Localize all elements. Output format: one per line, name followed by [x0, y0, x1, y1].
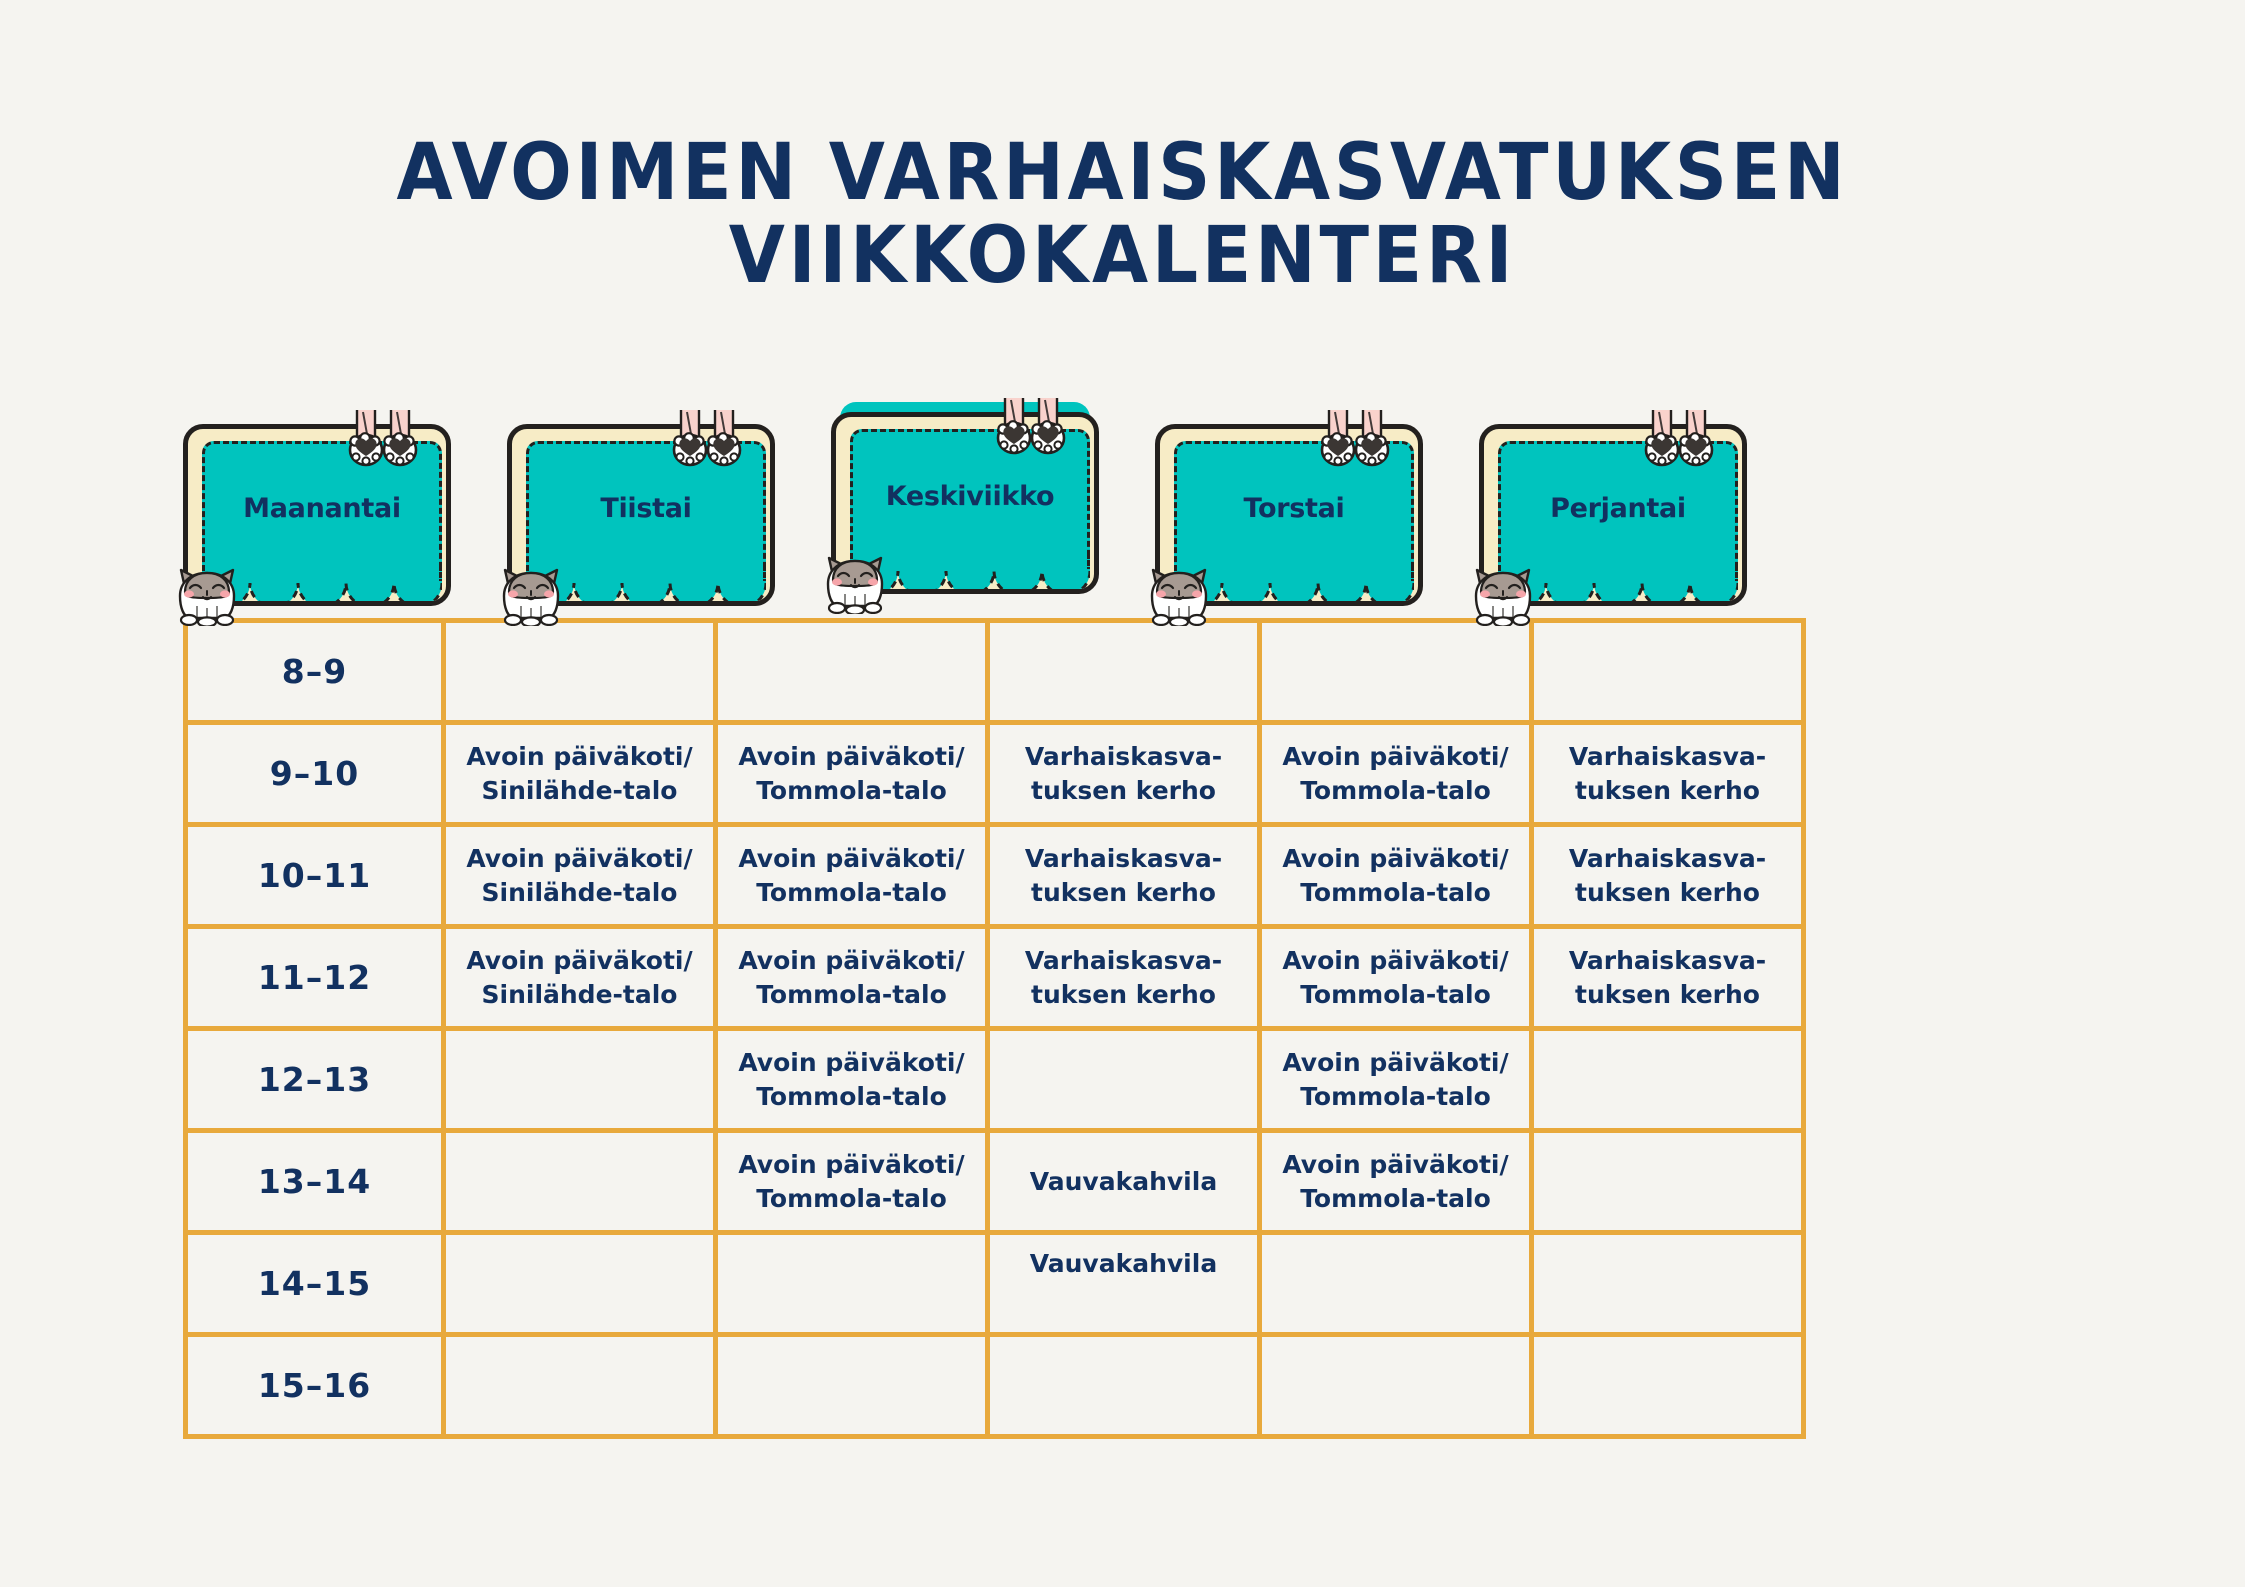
schedule-cell: Avoin päiväkoti/ Sinilähde-talo	[444, 723, 716, 825]
cat-peeking-icon	[177, 562, 237, 626]
page-title-line-1: AVOIMEN VARHAISKASVATUKSEN	[396, 128, 1849, 218]
day-name-label: Maanantai	[243, 493, 401, 524]
schedule-cell: Avoin päiväkoti/ Sinilähde-talo	[444, 927, 716, 1029]
scalloped-edge-icon	[1174, 581, 1414, 606]
schedule-row	[186, 723, 1804, 825]
time-slot-label: 9–10	[186, 723, 444, 825]
cat-peeking-icon-svg	[177, 562, 237, 626]
schedule-cell: Varhaiskasva- tuksen kerho	[1532, 723, 1804, 825]
day-name-label: Perjantai	[1550, 493, 1686, 524]
time-slot-label: 14–15	[186, 1233, 444, 1335]
cat-paws-icon	[345, 410, 423, 478]
cat-paws-icon-svg	[993, 398, 1071, 466]
cat-paws-icon-svg	[1641, 410, 1719, 478]
schedule-cell: Avoin päiväkoti/ Sinilähde-talo	[444, 825, 716, 927]
schedule-cell	[1532, 1029, 1804, 1131]
schedule-cell: Avoin päiväkoti/ Tommola-talo	[716, 927, 988, 1029]
cat-paws-icon-svg	[345, 410, 423, 478]
schedule-cell	[444, 1335, 716, 1437]
schedule-cell	[716, 1233, 988, 1335]
schedule-cell: Avoin päiväkoti/ Tommola-talo	[716, 1131, 988, 1233]
cat-peeking-icon-svg	[1149, 562, 1209, 626]
schedule-cell	[1532, 1131, 1804, 1233]
scalloped-edge-icon	[1498, 581, 1738, 606]
schedule-row	[186, 1131, 1804, 1233]
schedule-cell	[988, 1029, 1260, 1131]
schedule-cell	[444, 1131, 716, 1233]
day-header-card-torstai	[1155, 414, 1423, 606]
time-slot-label: 8–9	[186, 621, 444, 723]
time-slot-label: 10–11	[186, 825, 444, 927]
schedule-cell: Avoin päiväkoti/ Tommola-talo	[716, 723, 988, 825]
day-header-card-perjantai	[1479, 414, 1747, 606]
cat-paws-icon	[1317, 410, 1395, 478]
schedule-cell: Varhaiskasva- tuksen kerho	[988, 723, 1260, 825]
cat-peeking-icon-svg	[501, 562, 561, 626]
schedule-cell: Avoin päiväkoti/ Tommola-talo	[716, 1029, 988, 1131]
schedule-cell	[444, 1233, 716, 1335]
schedule-cell	[444, 1029, 716, 1131]
schedule-row	[186, 1233, 1804, 1335]
cat-peeking-icon	[1149, 562, 1209, 626]
cat-paws-icon	[1641, 410, 1719, 478]
day-name-label: Keskiviikko	[885, 481, 1055, 512]
schedule-cell	[716, 621, 988, 723]
cat-paws-icon	[669, 410, 747, 478]
day-header-card-maanantai	[183, 414, 451, 606]
page-title-line-2: VIIKKOKALENTERI	[728, 211, 1517, 302]
page-title	[79, 128, 2167, 302]
time-slot-label: 12–13	[186, 1029, 444, 1131]
schedule-cell	[1532, 1335, 1804, 1437]
day-name-label: Tiistai	[600, 493, 692, 524]
schedule-cell: Avoin päiväkoti/ Tommola-talo	[1260, 723, 1532, 825]
schedule-cell: Vauvakahvila	[988, 1233, 1260, 1335]
time-slot-label: 15–16	[186, 1335, 444, 1437]
schedule-cell: Avoin päiväkoti/ Tommola-talo	[1260, 825, 1532, 927]
schedule-row	[186, 927, 1804, 1029]
schedule-cell: Vauvakahvila	[988, 1131, 1260, 1233]
schedule-cell: Varhaiskasva- tuksen kerho	[988, 825, 1260, 927]
schedule-body	[186, 621, 1804, 1437]
schedule-cell: Varhaiskasva- tuksen kerho	[988, 927, 1260, 1029]
schedule-cell	[444, 621, 716, 723]
schedule-cell	[1532, 621, 1804, 723]
schedule-cell: Varhaiskasva- tuksen kerho	[1532, 927, 1804, 1029]
schedule-cell	[988, 1335, 1260, 1437]
time-slot-label: 13–14	[186, 1131, 444, 1233]
day-header-cards	[183, 402, 1803, 632]
schedule-cell: Avoin päiväkoti/ Tommola-talo	[1260, 927, 1532, 1029]
time-slot-label: 11–12	[186, 927, 444, 1029]
cat-paws-icon-svg	[1317, 410, 1395, 478]
day-name-label: Torstai	[1243, 493, 1345, 524]
schedule-cell: Avoin päiväkoti/ Tommola-talo	[1260, 1131, 1532, 1233]
schedule-cell	[1260, 1335, 1532, 1437]
cat-peeking-icon-svg	[1473, 562, 1533, 626]
cat-paws-icon	[993, 398, 1071, 466]
schedule-row	[186, 825, 1804, 927]
schedule-cell: Avoin päiväkoti/ Tommola-talo	[716, 825, 988, 927]
cat-paws-icon-svg	[669, 410, 747, 478]
scalloped-edge-icon	[202, 581, 442, 606]
schedule-row	[186, 1029, 1804, 1131]
schedule-cell	[1260, 1233, 1532, 1335]
schedule-cell	[716, 1335, 988, 1437]
cat-peeking-icon	[501, 562, 561, 626]
weekly-schedule-table	[183, 618, 1806, 1439]
cat-peeking-icon	[825, 550, 885, 614]
schedule-cell	[988, 621, 1260, 723]
schedule-cell	[1260, 621, 1532, 723]
schedule-cell	[1532, 1233, 1804, 1335]
schedule-row	[186, 1335, 1804, 1437]
cat-peeking-icon-svg	[825, 550, 885, 614]
cat-peeking-icon	[1473, 562, 1533, 626]
day-header-card-tiistai	[507, 414, 775, 606]
scalloped-edge-icon	[526, 581, 766, 606]
schedule-cell: Varhaiskasva- tuksen kerho	[1532, 825, 1804, 927]
scalloped-edge-icon	[850, 569, 1090, 594]
day-header-card-keskiviikko	[831, 402, 1099, 594]
schedule-row	[186, 621, 1804, 723]
schedule-cell: Avoin päiväkoti/ Tommola-talo	[1260, 1029, 1532, 1131]
